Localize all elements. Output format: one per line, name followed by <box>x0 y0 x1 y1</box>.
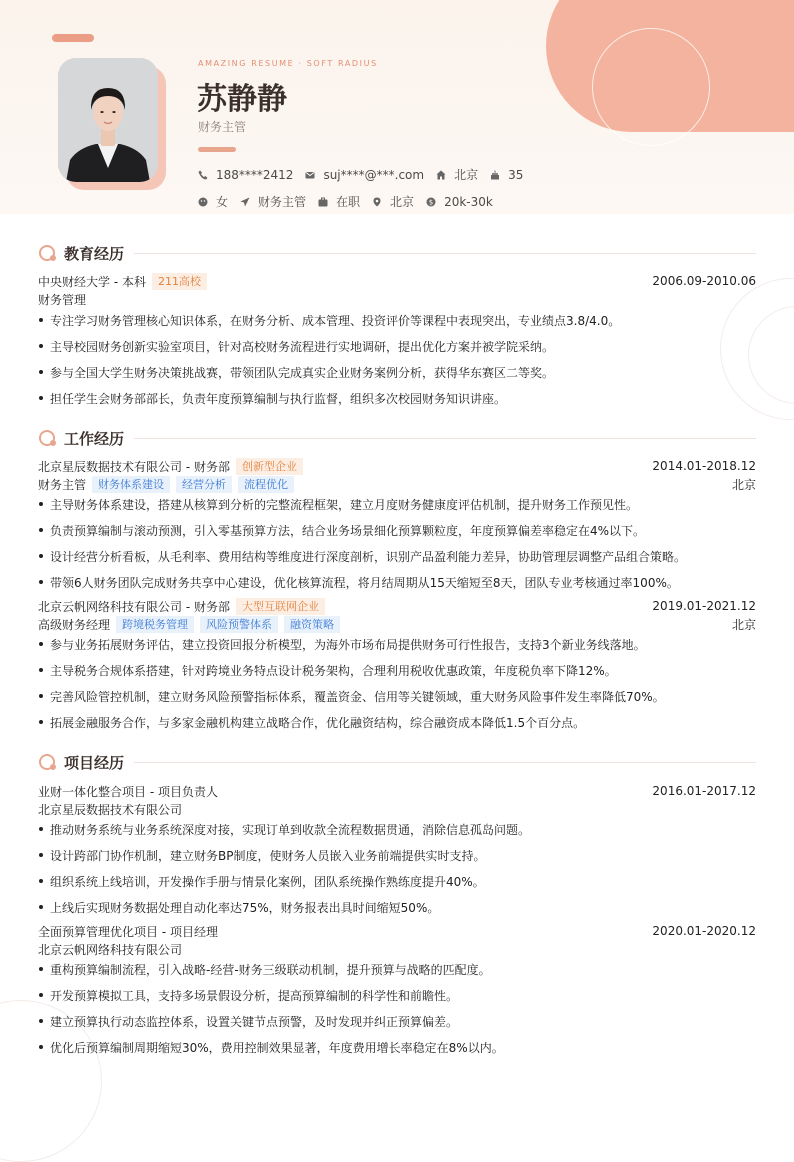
list-item: 拓展金融服务合作，与多家金融机构建立战略合作，优化融资结构，综合融资成本降低1.5个百分点。 <box>38 713 756 731</box>
status-item <box>318 193 360 210</box>
age: 35 <box>508 167 524 182</box>
contact-row <box>198 166 535 183</box>
salary-item <box>426 195 493 209</box>
age-item <box>490 168 523 182</box>
section-icon <box>38 752 58 772</box>
list-item: 主导财务体系建设，搭建从核算到分析的完整流程框架，建立月度财务健康度评估机制，提升财务工作预见性。 <box>38 495 756 513</box>
list-item: 负责预算编制与滚动预测，引入零基预算方法，结合业务场景细化预算颗粒度，年度预算偏差率稳定在4%以下。 <box>38 521 756 539</box>
skill-tag: 融资策略 <box>284 616 340 633</box>
target-position: 财务主管 <box>258 195 307 209</box>
job-position: 高级财务经理 <box>38 617 111 632</box>
skill-tag: 风险预警体系 <box>200 616 278 633</box>
cake-icon <box>490 170 500 180</box>
education-period: 2006.09-2010.06 <box>652 274 756 288</box>
send-icon <box>240 197 250 207</box>
mail-icon <box>305 170 315 180</box>
detail-row <box>198 193 505 210</box>
project-company-row <box>38 940 756 958</box>
list-item: 设计跨部门协作机制，建立财务BP制度，使财务人员嵌入业务前端提供实时支持。 <box>38 846 756 864</box>
city: 北京 <box>454 168 479 182</box>
list-item: 参与业务拓展财务评估，建立投资回报分析模型，为海外市场布局提供财务可行性报告，支持3个新业务线落地。 <box>38 635 756 653</box>
list-item: 建立预算执行动态监控体系，设置关键节点预警，及时发现并纠正预算偏差。 <box>38 1012 756 1030</box>
section-divider <box>134 762 756 763</box>
list-item: 设计经营分析看板，从毛利率、费用结构等维度进行深度剖析，识别产品盈利能力差异，协助管理层调整产品组合策略。 <box>38 547 756 565</box>
job-position-row <box>38 615 756 633</box>
work-title: 工作经历 <box>64 429 125 448</box>
projects-section-header <box>38 752 756 772</box>
job-header <box>38 597 756 615</box>
job-location: 北京 <box>731 617 756 632</box>
list-item: 参与全国大学生财务决策挑战赛，带领团队完成真实企业财务案例分析，获得华东赛区二等奖。 <box>38 363 756 381</box>
resume-tagline: AMAZING RESUME · SOFT RADIUS <box>198 59 378 68</box>
section-divider <box>134 253 756 254</box>
city-item <box>436 166 478 183</box>
briefcase-icon <box>318 197 328 207</box>
skill-tag: 流程优化 <box>238 476 294 493</box>
email-item <box>305 168 424 182</box>
phone-icon <box>198 170 208 180</box>
projects-title: 项目经历 <box>64 753 125 772</box>
job-position-row <box>38 475 756 493</box>
project-header <box>38 782 756 800</box>
job-period: 2014.01-2018.12 <box>652 459 756 473</box>
list-item: 组织系统上线培训，开发操作手册与情景化案例，团队系统操作熟练度提升40%。 <box>38 872 756 890</box>
list-item: 开发预算模拟工具，支持多场景假设分析，提高预算编制的科学性和前瞻性。 <box>38 986 756 1004</box>
job-location: 北京 <box>731 477 756 492</box>
list-item: 优化后预算编制周期缩短30%，费用控制效果显著，年度费用增长率稳定在8%以内。 <box>38 1038 756 1056</box>
project-header <box>38 922 756 940</box>
skill-tag: 财务体系建设 <box>92 476 170 493</box>
gender: 女 <box>216 195 229 209</box>
section-icon <box>38 243 58 263</box>
list-item: 主导税务合规体系搭建，针对跨境业务特点设计税务架构，合理利用税收优惠政策，年度税负率下降12%。 <box>38 661 756 679</box>
section-divider <box>134 438 756 439</box>
education-section-header <box>38 243 756 263</box>
project-period: 2016.01-2017.12 <box>652 784 756 798</box>
project-company: 北京星辰数据技术有限公司 <box>38 802 183 817</box>
target-position-item <box>240 193 306 210</box>
home-icon <box>436 170 446 180</box>
list-item: 推动财务系统与业务系统深度对接，实现订单到收款全流程数据贯通，消除信息孤岛问题。 <box>38 820 756 838</box>
job-period: 2019.01-2021.12 <box>652 599 756 613</box>
project-period: 2020.01-2020.12 <box>652 924 756 938</box>
decorative-ring <box>592 28 710 146</box>
job-header <box>38 457 756 475</box>
work-section-header <box>38 428 756 448</box>
list-item: 完善风险管控机制，建立财务风险预警指标体系，覆盖资金、信用等关键领域，重大财务风险事件发生率降低70%。 <box>38 687 756 705</box>
phone-item <box>198 168 293 182</box>
major-row <box>38 290 756 308</box>
skill-tag: 经营分析 <box>176 476 232 493</box>
list-item: 主导校园财务创新实验室项目，针对高校财务流程进行实地调研，提出优化方案并被学院采纳。 <box>38 337 756 355</box>
expected-salary: 20k-30k <box>444 194 493 209</box>
money-icon <box>426 197 436 207</box>
gender-item <box>198 193 228 210</box>
project-company-row <box>38 800 756 818</box>
candidate-name: 苏静静 <box>197 82 287 117</box>
profile-photo <box>58 58 158 182</box>
project-name: 业财一体化整合项目 - 项目负责人 <box>38 784 218 799</box>
project-name: 全面预算管理优化项目 - 项目经理 <box>38 924 218 939</box>
list-item: 专注学习财务管理核心知识体系，在财务分析、成本管理、投资评价等课程中表现突出，专业绩点3.8/4.0。 <box>38 311 756 329</box>
project-company: 北京云帆网络科技有限公司 <box>38 942 183 957</box>
list-item: 担任学生会财务部部长，负责年度预算编制与执行监督，组织多次校园财务知识讲座。 <box>38 389 756 407</box>
user-icon <box>198 197 208 207</box>
company-name: 北京云帆网络科技有限公司 - 财务部 <box>38 599 230 614</box>
company-tag: 大型互联网企业 <box>236 598 325 615</box>
skill-tag: 跨境税务管理 <box>116 616 194 633</box>
location-pin-icon <box>372 197 382 207</box>
candidate-title: 财务主管 <box>198 120 247 134</box>
target-city-item <box>372 193 414 210</box>
target-city: 北京 <box>390 195 415 209</box>
section-icon <box>38 428 58 448</box>
list-item: 上线后实现财务数据处理自动化率达75%，财务报表出具时间缩短50%。 <box>38 898 756 916</box>
name-underline <box>198 147 236 152</box>
company-tag: 创新型企业 <box>236 458 303 475</box>
list-item: 带领6人财务团队完成财务共享中心建设，优化核算流程，将月结周期从15天缩短至8天，团队专业考核通过率100%。 <box>38 573 756 591</box>
email-address: suj****@***.com <box>323 167 425 182</box>
svg-text:$: $ <box>428 198 434 206</box>
accent-bar <box>52 34 94 42</box>
education-entry-header <box>38 272 756 290</box>
list-item: 重构预算编制流程，引入战略-经营-财务三级联动机制，提升预算与战略的匹配度。 <box>38 960 756 978</box>
job-position: 财务主管 <box>38 477 87 492</box>
school-name: 中央财经大学 - 本科 <box>38 274 146 289</box>
company-name: 北京星辰数据技术有限公司 - 财务部 <box>38 459 230 474</box>
employment-status: 在职 <box>336 195 361 209</box>
school-tag: 211高校 <box>152 273 207 290</box>
major: 财务管理 <box>38 292 87 307</box>
phone-number: 188****2412 <box>216 167 294 182</box>
education-title: 教育经历 <box>64 244 125 263</box>
